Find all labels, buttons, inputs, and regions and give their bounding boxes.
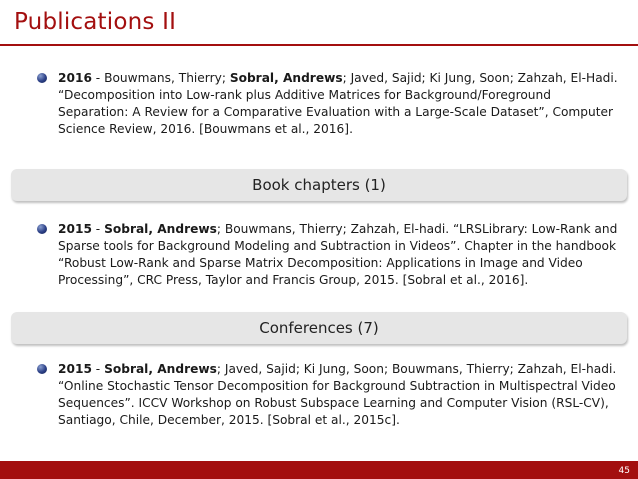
title-divider [0, 44, 638, 46]
publication-year: 2016 [58, 71, 92, 85]
publication-text: ; Bouwmans, Thierry; Zahzah, El-hadi. “LRSLibrary: Low-Rank and Sparse tools for Background Modeling and Subtraction in Videos”. Chapter in the handbook “Robust Low-Rank and Sparse Matrix Decomposition: Applications in Image and Video Processing”, CRC Press, Taylor and Francis Group, 2015. [Sobral et al., 2016]. [58, 222, 618, 287]
section-header-book-chapters: Book chapters (1) [11, 169, 627, 201]
publication-text: ; Javed, Sajid; Ki Jung, Soon; Bouwmans, Thierry; Zahzah, El-hadi. “Online Stochastic Tensor Decomposition for Background Subtraction in Multispectral Video Sequences”. ICCV Workshop on Robust Subspace Learning and Computer Vision (RSL-CV), Santiago, Chile, December, 2015. [Sobral et al., 2015c]. [58, 362, 617, 427]
bullet-icon [37, 73, 47, 83]
publication-separator: - [91, 222, 105, 236]
publication-authors-before: Bouwmans, Thierry; [104, 71, 230, 85]
publication-separator: - [91, 362, 105, 376]
bullet-icon [37, 364, 47, 374]
publication-highlight-author: Sobral, Andrews [104, 222, 217, 236]
bullet-icon [37, 224, 47, 234]
publication-separator: - [91, 71, 105, 85]
slide-title: Publications II [14, 9, 177, 35]
publication-item [58, 70, 618, 138]
publication-year: 2015 [58, 222, 92, 236]
footer-bar [0, 461, 638, 479]
publication-text: ; Javed, Sajid; Ki Jung, Soon; Zahzah, El-Hadi. “Decomposition into Low-rank plus Additive Matrices for Background/Foreground Separation: A Review for a Comparative Evaluation with a Large-Scale Dataset”, Computer Science Review, 2016. [Bouwmans et al., 2016]. [58, 71, 618, 136]
publication-highlight-author: Sobral, Andrews [229, 71, 343, 85]
conference-item [58, 361, 618, 429]
page-number: 45 [618, 466, 630, 476]
publication-highlight-author: Sobral, Andrews [104, 362, 217, 376]
book-chapter-item [58, 221, 618, 289]
publication-year: 2015 [58, 362, 92, 376]
section-header-conferences: Conferences (7) [11, 312, 627, 344]
